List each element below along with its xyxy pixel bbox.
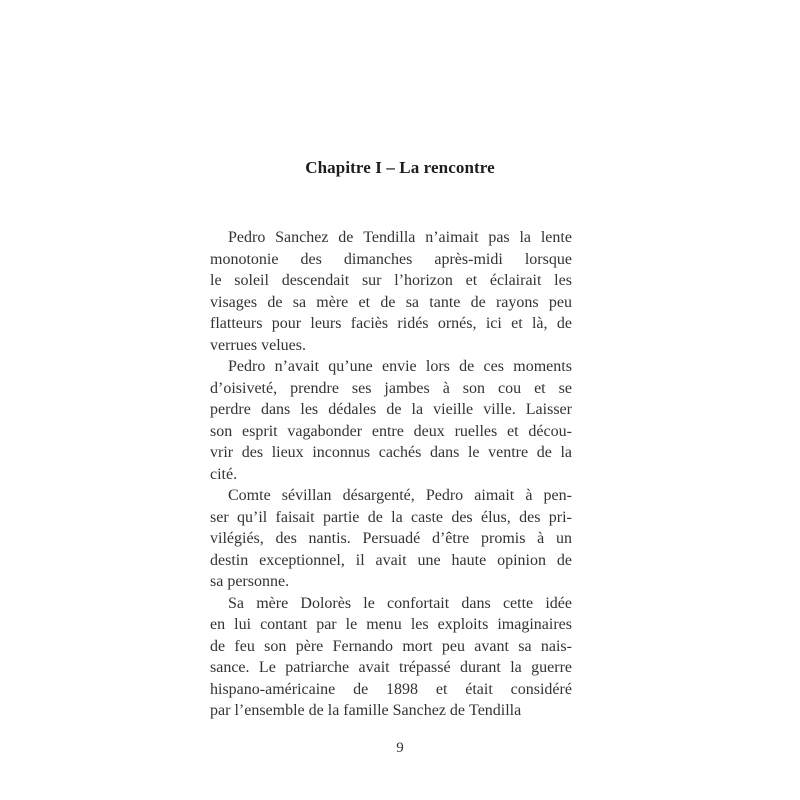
text-line: visages de sa mère et de sa tante de rayons peu (210, 293, 572, 311)
text-line: flatteurs pour leurs faciès ridés ornés, ici et là, de (210, 315, 572, 332)
page-number: 9 (396, 740, 404, 756)
text-line: Sa mère Dolorès le confortait dans cette idée (228, 594, 572, 612)
text-line: destin exceptionnel, il avait une haute opinion de (210, 551, 572, 569)
text-line: verrues velues. (210, 336, 306, 354)
text-line: Pedro n’avait qu’une envie lors de ces moments (228, 358, 572, 375)
paragraph (210, 593, 572, 722)
text-line: par l’ensemble de la famille Sanchez de Tendilla (210, 702, 522, 719)
text-line: hispano-américaine de 1898 et était considéré (210, 680, 572, 698)
text-line: Comte sévillan désargenté, Pedro aimait à pen- (228, 487, 572, 504)
text-line: ser qu’il faisait partie de la caste des élus, des pri- (210, 508, 572, 526)
chapter-title: Chapitre I – La rencontre (305, 158, 495, 177)
text-line: d’oisiveté, prendre ses jambes à son cou et se (210, 379, 572, 397)
text-line: Pedro Sanchez de Tendilla n’aimait pas la lente (228, 229, 572, 246)
text-line: perdre dans les dédales de la vieille ville. Laisser (210, 401, 572, 418)
text-line: cité. (210, 465, 238, 483)
text-line: vrir des lieux inconnus cachés dans le ventre de la (210, 444, 572, 461)
text-line: sance. Le patriarche avait trépassé durant la guerre (210, 659, 572, 676)
text-line: le soleil descendait sur l’horizon et éclairait les (210, 272, 572, 289)
text-line: en lui contant par le menu les exploits imaginaires (210, 616, 572, 633)
body-text (210, 227, 572, 722)
paragraph (210, 356, 572, 485)
text-line: sa personne. (210, 573, 290, 590)
text-line: vilégiés, des nantis. Persuadé d’être promis à un (210, 530, 572, 547)
paragraph (210, 227, 572, 356)
text-line: de feu son père Fernando mort peu avant sa nais- (210, 637, 572, 655)
text-line: monotonie des dimanches après-midi lorsque (210, 250, 572, 268)
text-line: son esprit vagabonder entre deux ruelles et décou- (210, 422, 572, 440)
paragraph (210, 485, 572, 593)
